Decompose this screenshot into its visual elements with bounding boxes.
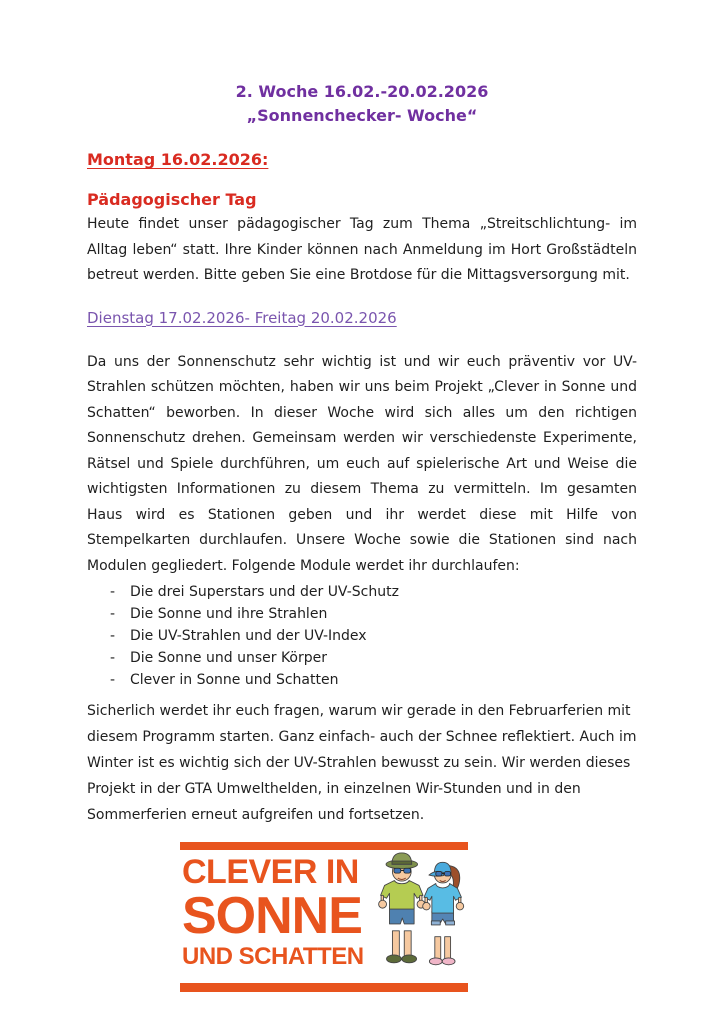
bullet-dash: - [110, 628, 116, 644]
module-label: Clever in Sonne und Schatten [130, 672, 339, 688]
week-paragraph-2: Sicherlich werdet ihr euch fragen, warum wir gerade in den Februarferien mit diesem Programm starten. Ganz einfach- auch der Schnee reflektiert. Auch im Winter ist es wichtig sich der UV-Strahlen bewusst zu sein. Wir werden dieses Projekt in der GTA Umwelthelden, in einzelnen Wir-Stunden und in den Sommerferien erneut aufgreifen und fortsetzen. [87, 703, 637, 823]
bullet-dash: - [110, 584, 116, 600]
week-heading: Dienstag 17.02.2026- Freitag 20.02.2026 [87, 308, 397, 327]
list-item [87, 603, 637, 625]
paedagogischer-tag-heading: Pädagogischer Tag [87, 190, 257, 209]
module-label: Die UV-Strahlen und der UV-Index [130, 628, 367, 644]
document-title [87, 80, 637, 128]
clever-kids-illustration [370, 848, 474, 986]
week-paragraph-1: Da uns der Sonnenschutz sehr wichtig ist und wir euch präventiv vor UV- Strahlen schützen möchten, haben wir uns beim Projekt „Clever in Sonne und Schatten“ beworben. In dieser Woche wird sich alles um den richtigen Sonnenschutz drehen. Gemeinsam werden wir verschiedenste Experimente, Rätsel und Spiele durchführen, um euch auf spielerische Art und Weise die wichtigsten Informationen zu diesem Thema zu vermitteln. Im gesamten Haus wird es Stationen geben und ihr werdet diese mit Hilfe von Stempelkarten durchlaufen. Unsere Woche sowie die Stationen sind nach Modulen gegliedert. Folgende Module werdet ihr durchlaufen: [87, 353, 637, 574]
list-item [87, 625, 637, 647]
title-week-range: 2. Woche 16.02.-20.02.2026 [235, 82, 489, 101]
bullet-dash: - [110, 672, 116, 688]
logo-line-clever-in: CLEVER IN [182, 853, 359, 891]
module-label: Die Sonne und ihre Strahlen [130, 606, 328, 622]
monday-heading: Montag 16.02.2026: [87, 150, 269, 169]
bullet-dash: - [110, 606, 116, 622]
module-list [87, 581, 637, 691]
logo-wordmark [182, 854, 364, 972]
list-item [87, 581, 637, 603]
title-week-name: „Sonnenchecker- Woche“ [246, 106, 478, 125]
list-item [87, 669, 637, 691]
bullet-dash: - [110, 650, 116, 666]
logo-line-und-schatten: UND SCHATTEN [182, 943, 364, 970]
logo-line-sonne: SONNE [182, 887, 362, 945]
module-label: Die Sonne und unser Körper [130, 650, 327, 666]
clever-in-sonne-logo [180, 842, 468, 992]
list-item [87, 647, 637, 669]
module-label: Die drei Superstars und der UV-Schutz [130, 584, 399, 600]
monday-paragraph: Heute findet unser pädagogischer Tag zum Thema „Streitschlichtung- im Alltag leben“ statt. Ihre Kinder können nach Anmeldung im Hort Großstädteln betreut werden. Bitte geben Sie eine Brotdose für die Mittagsversorgung mit. [87, 216, 637, 283]
